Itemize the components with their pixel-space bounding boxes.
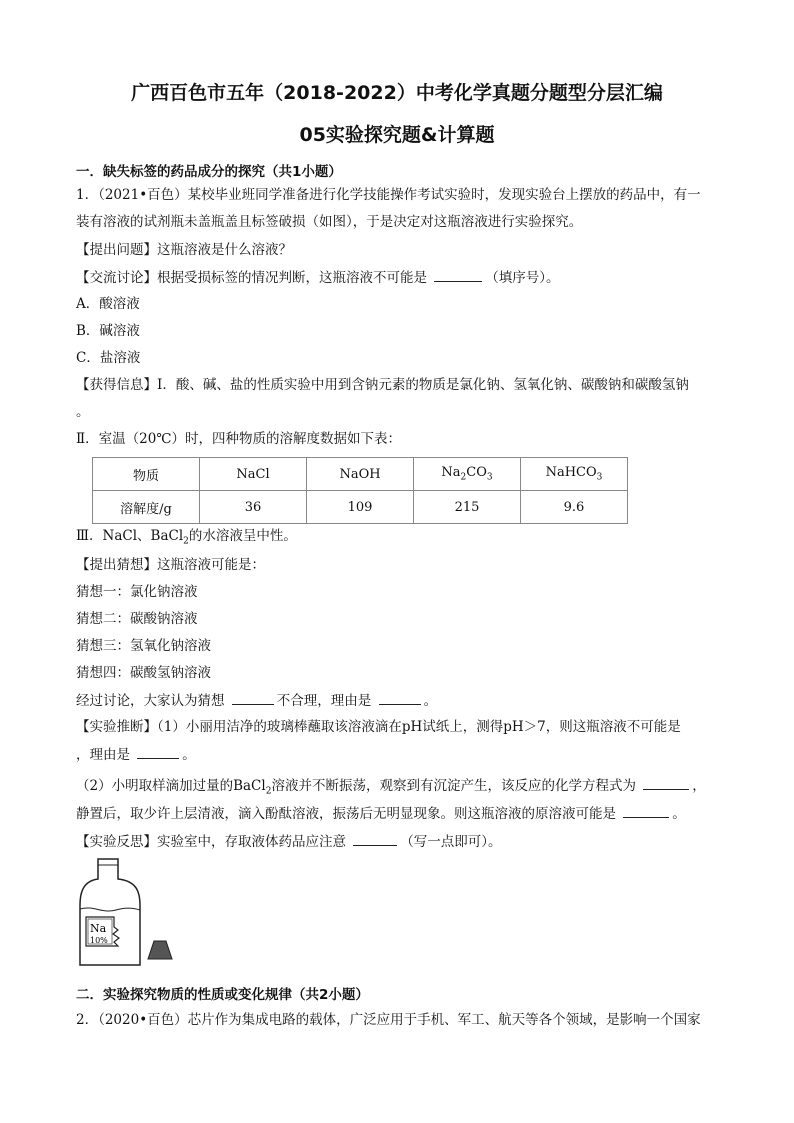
formula-subscript: 2 <box>265 786 272 797</box>
q1-infer2-text: （2）小明取样滴加过量的BaCl <box>76 778 266 794</box>
q1-infer2-line2 <box>76 804 686 823</box>
formula-subscript: 2 <box>460 472 467 483</box>
formula-subscript: 3 <box>596 472 603 483</box>
q1-infer2-line2-text: 静置后，取少许上层清液，滴入酚酞溶液，振荡后无明显现象。则这瓶溶液的原溶液可能是 <box>76 806 621 822</box>
q1-infer2-line2-tail: 。 <box>672 806 686 822</box>
table-row <box>93 458 628 491</box>
q1-discuss-text: 【交流讨论】根据受损标签的情况判断，这瓶溶液不可能是 <box>76 270 432 286</box>
formula-subscript: 2 <box>183 536 189 547</box>
q1-discuss-tail: （填序号）。 <box>485 270 560 286</box>
q1-intro-line2: 装有溶液的试剂瓶未盖瓶盖且标签破损（如图），于是决定对这瓶溶液进行实验探究。 <box>76 214 583 230</box>
q1-info2: Ⅱ．室温（20℃）时，四种物质的溶解度数据如下表： <box>76 431 401 447</box>
section-heading-1: 一．缺失标签的药品成分的探究（共1小题） <box>76 164 342 180</box>
q1-infer1-tail: 。 <box>182 747 196 763</box>
q1-discuss2-text: 经过讨论，大家认为猜想 <box>76 693 229 709</box>
q1-discuss2-mid: 不合理，理由是 <box>276 693 376 709</box>
q1-info3-tail: 的水溶液呈中性。 <box>188 528 297 544</box>
section-heading-2: 二．实验探究物质的性质或变化规律（共2小题） <box>76 987 369 1003</box>
guess-4: 猜想四：碳酸氢钠溶液 <box>76 665 211 681</box>
q2-line1: 2．（2020•百色）芯片作为集成电路的载体，广泛应用于手机、军工、航天等各个领域，是影响一个国家 <box>76 1012 701 1028</box>
label-text-na: Na <box>90 922 107 935</box>
q1-info3-text: Ⅲ．NaCl、BaCl <box>76 528 184 544</box>
q1-info1-line1: 【获得信息】Ⅰ．酸、碱、盐的性质实验中用到含钠元素的物质是氯化钠、氢氧化钠、碳酸钠和碳酸氢钠 <box>76 377 689 393</box>
table-col-na2co3 <box>414 458 521 491</box>
answer-blank <box>434 268 482 282</box>
q1-info1-line2: 。 <box>76 404 90 420</box>
answer-blank <box>232 691 274 705</box>
q1-infer1-line2 <box>76 745 196 764</box>
bottle-outline <box>80 859 140 965</box>
q1-infer1-line1: 【实验推断】（1）小丽用洁净的玻璃棒蘸取该溶液滴在pH试纸上，测得pH＞7，则这瓶溶液不可能是 <box>76 719 681 735</box>
document-subtitle: 05实验探究题&计算题 <box>299 124 495 146</box>
bottle-stopper <box>148 941 172 959</box>
answer-blank <box>137 745 179 759</box>
label-text-percent: 10% <box>90 936 108 945</box>
q1-discuss <box>76 268 560 287</box>
formula-part: NaHCO <box>545 465 597 481</box>
table-col-naoh: NaOH <box>307 458 414 491</box>
table-cell: 36 <box>200 491 307 524</box>
q1-guess-title: 【提出猜想】这瓶溶液可能是： <box>76 557 265 573</box>
option-c: C．盐溶液 <box>76 350 141 366</box>
q1-reflect-text: 【实验反思】实验室中，存取液体药品应注意 <box>76 834 351 850</box>
option-b: B．碱溶液 <box>76 323 140 339</box>
q1-infer1-text: ，理由是 <box>76 747 135 763</box>
q1-reflect <box>76 832 502 851</box>
table-header-label: 物质 <box>93 458 200 491</box>
q1-ask-problem: 【提出问题】这瓶溶液是什么溶液？ <box>76 242 292 258</box>
answer-blank <box>643 776 689 790</box>
guess-2: 猜想二：碳酸钠溶液 <box>76 611 198 627</box>
table-col-nacl: NaCl <box>200 458 307 491</box>
answer-blank <box>623 804 669 818</box>
q1-discuss2 <box>76 691 437 710</box>
q1-info3 <box>76 527 297 551</box>
q1-infer2-mid: 溶液并不断振荡，观察到有沉淀产生，该反应的化学方程式为 <box>271 778 641 794</box>
table-row-label: 溶解度/g <box>93 491 200 524</box>
q1-infer2-line1 <box>76 776 706 801</box>
answer-blank <box>353 832 397 846</box>
formula-subscript: 3 <box>486 472 493 483</box>
q1-intro-line1: 1．（2021•百色）某校毕业班同学准备进行化学技能操作考试实验时，发现实验台上摆放的药品中，有一 <box>76 187 701 203</box>
table-cell: 109 <box>307 491 414 524</box>
table-cell: 215 <box>414 491 521 524</box>
table-cell: 9.6 <box>521 491 628 524</box>
table-row <box>93 491 628 524</box>
table-col-nahco3 <box>521 458 628 491</box>
q1-infer2-tail: ， <box>692 778 706 794</box>
option-a: A．酸溶液 <box>76 296 140 312</box>
q1-reflect-tail: （写一点即可）。 <box>400 834 502 850</box>
guess-3: 猜想三：氢氧化钠溶液 <box>76 638 211 654</box>
q1-discuss2-tail: 。 <box>423 693 438 709</box>
solubility-table <box>92 457 628 524</box>
reagent-bottle-illustration <box>78 857 188 969</box>
formula-part: Na <box>441 465 461 481</box>
document-title: 广西百色市五年（2018-2022）中考化学真题分题型分层汇编 <box>131 82 663 104</box>
formula-part: CO <box>466 465 487 481</box>
guess-1: 猜想一：氯化钠溶液 <box>76 584 198 600</box>
answer-blank <box>379 691 421 705</box>
